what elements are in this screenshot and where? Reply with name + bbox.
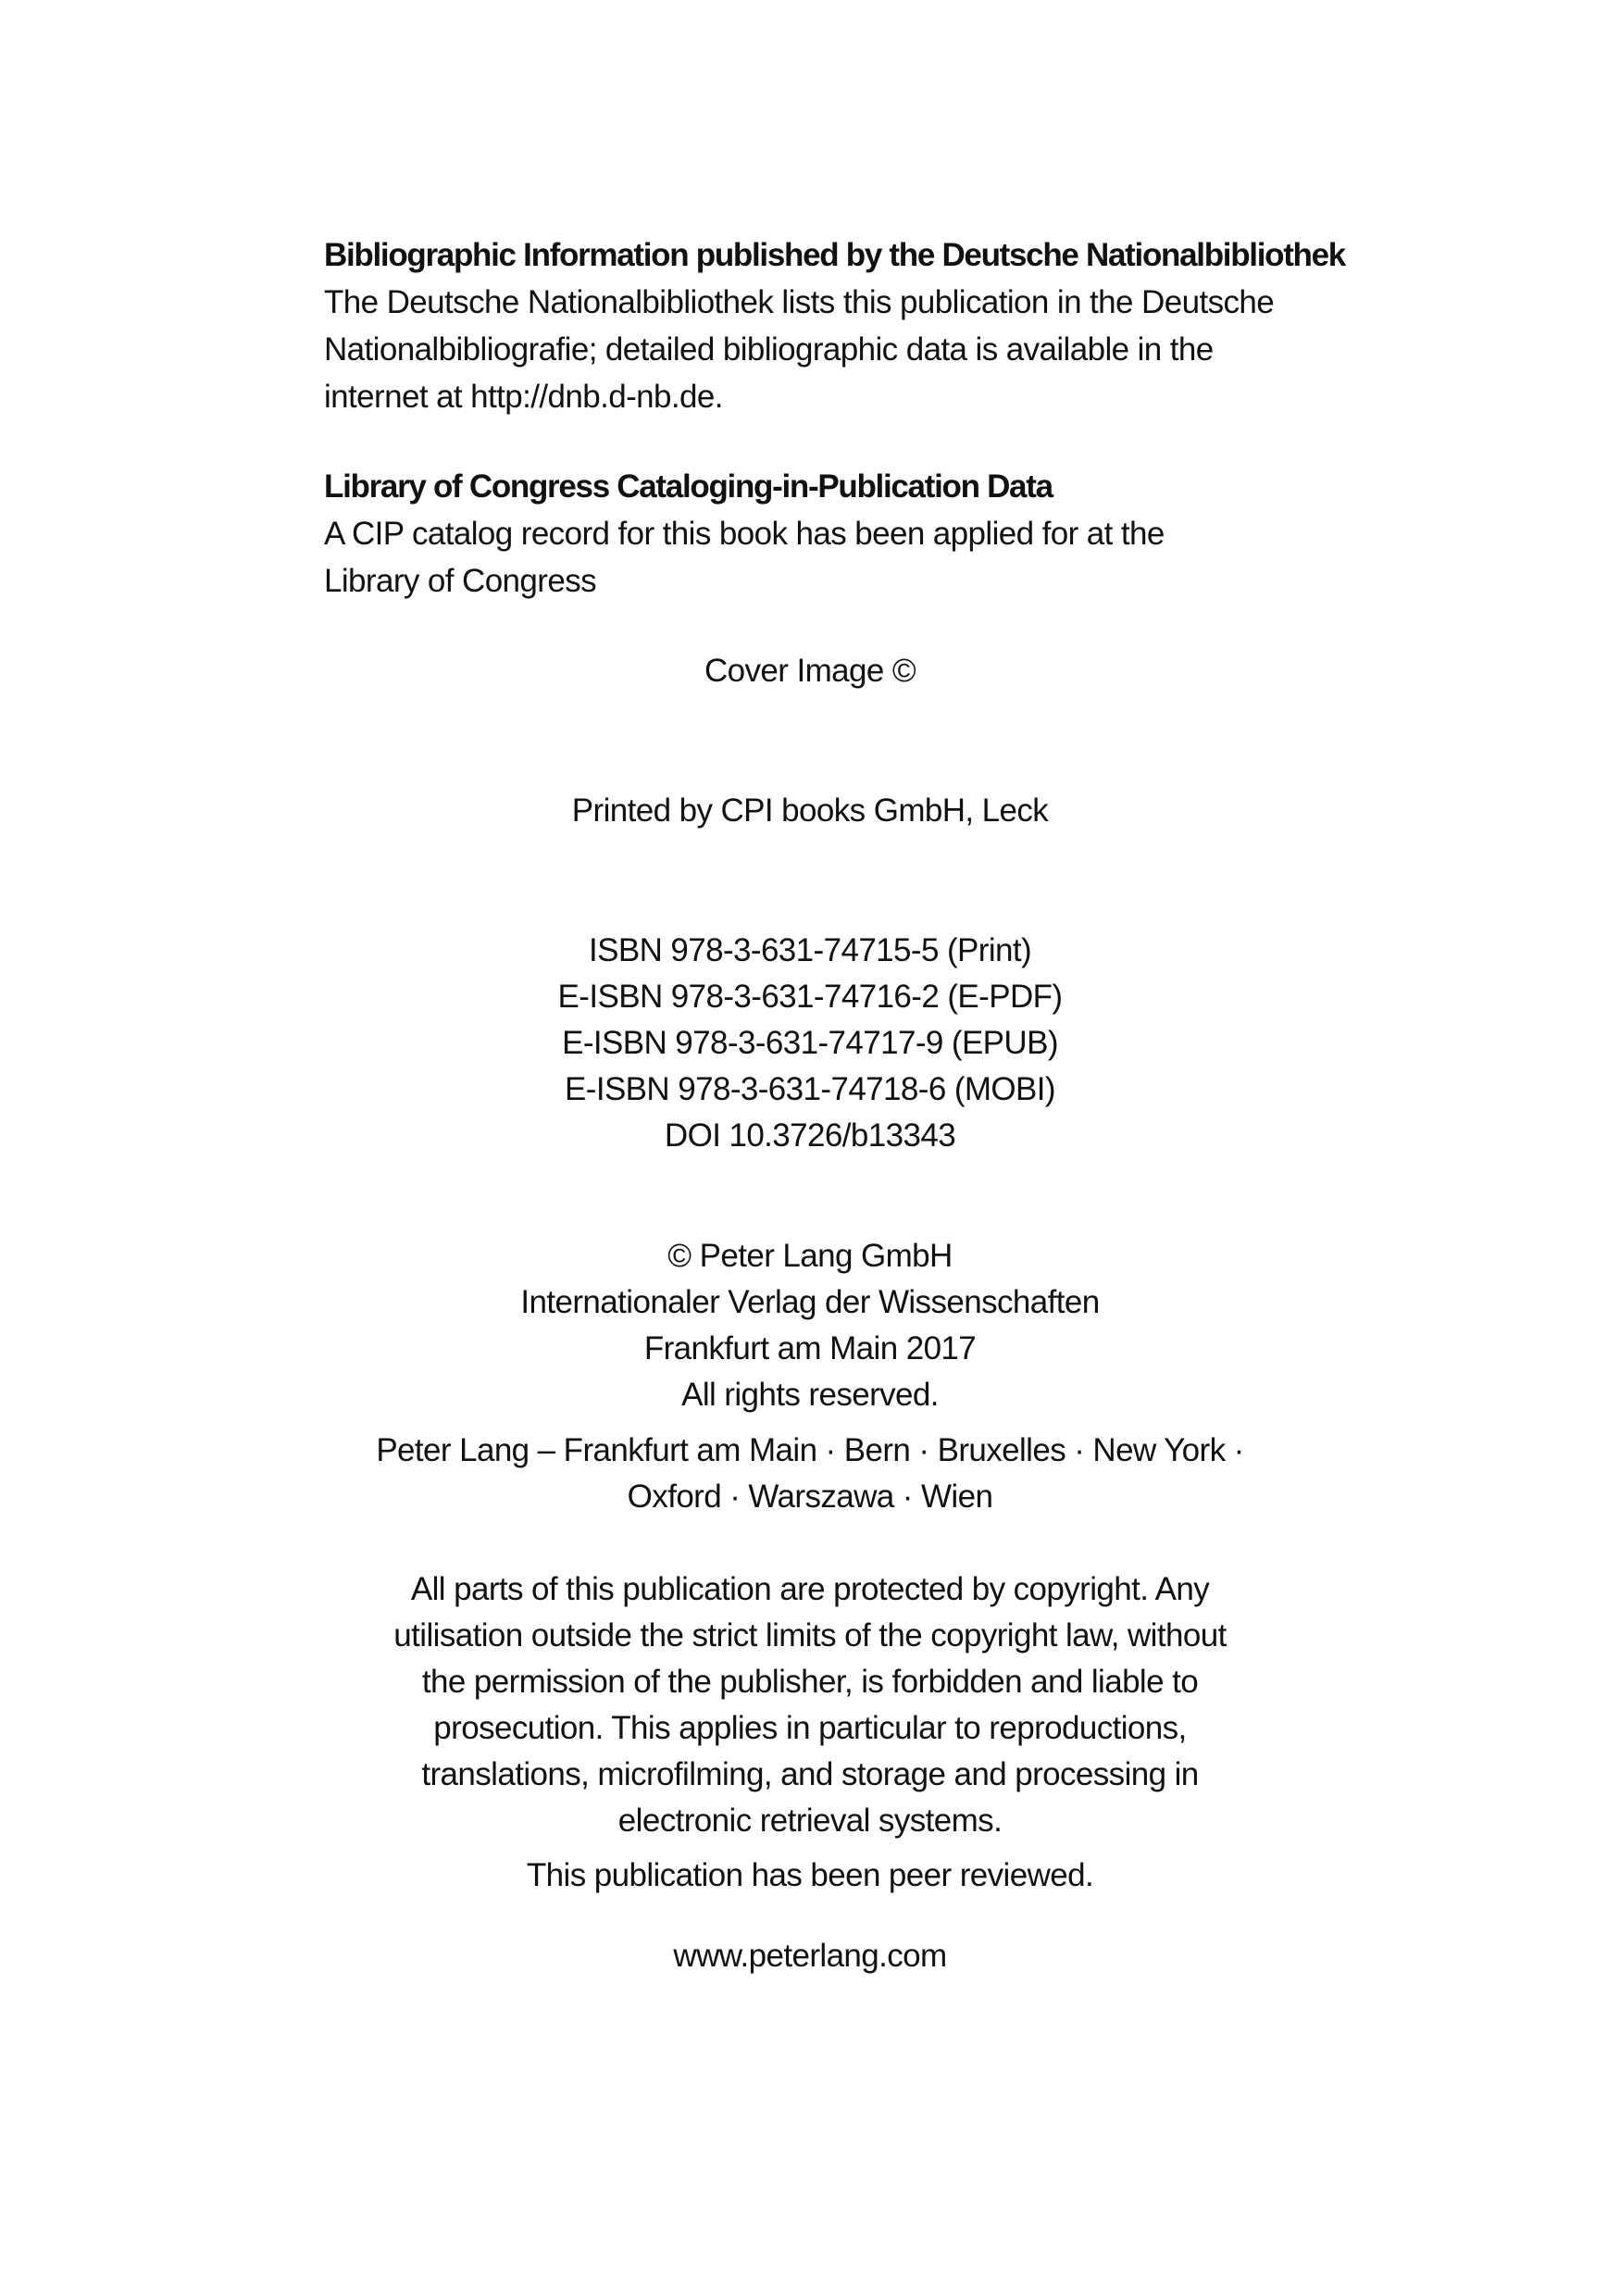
dnb-line: Nationalbibliografie; detailed bibliographic data is available in the [324,331,1214,368]
publisher-copyright: © Peter Lang GmbH [667,1238,953,1274]
dnb-line: internet at http://dnb.d-nb.de. [324,379,723,415]
notice-line: translations, microfilming, and storage and processing in [421,1756,1199,1792]
locations-line: Oxford · Warszawa · Wien [627,1479,993,1515]
publisher-place-year: Frankfurt am Main 2017 [643,1330,977,1366]
dnb-section [324,231,1361,420]
notice-line: the permission of the publisher, is forbidden and liable to [421,1664,1199,1700]
notice-line: electronic retrieval systems. [617,1803,1003,1839]
identifiers-block [231,928,1389,1159]
loc-line: A CIP catalog record for this book has been applied for at the [324,516,1165,552]
isbn-epdf: E-ISBN 978-3-631-74716-2 (E-PDF) [557,979,1063,1015]
dnb-heading: Bibliographic Information published by the Deutsche Nationalbibliothek [324,237,1345,273]
cover-image-credit: Cover Image © [704,653,916,689]
loc-line: Library of Congress [324,563,597,599]
notice-line: All parts of this publication are protected by copyright. Any [410,1571,1210,1607]
publisher-block [231,1233,1389,1418]
dnb-line: The Deutsche Nationalbibliothek lists this publication in the Deutsche [324,284,1275,320]
printed-by: Printed by CPI books GmbH, Leck [571,792,1049,829]
isbn-epub: E-ISBN 978-3-631-74717-9 (EPUB) [562,1025,1058,1061]
locations-line: Peter Lang – Frankfurt am Main · Bern · Bruxelles · New York · [376,1432,1244,1468]
copyright-notice [231,1566,1389,1844]
loc-heading: Library of Congress Cataloging-in-Publication Data [324,468,1053,505]
isbn-print: ISBN 978-3-631-74715-5 (Print) [588,932,1032,968]
peer-review-note: This publication has been peer reviewed. [526,1857,1094,1893]
doi: DOI 10.3726/b13343 [664,1117,956,1154]
rights-reserved: All rights reserved. [681,1377,939,1413]
isbn-mobi: E-ISBN 978-3-631-74718-6 (MOBI) [565,1071,1055,1107]
publisher-name: Internationaler Verlag der Wissenschaften [520,1284,1100,1320]
website-url: www.peterlang.com [673,1938,947,1974]
notice-line: utilisation outside the strict limits of the copyright law, without [393,1617,1227,1653]
locations-block [231,1428,1389,1520]
loc-section [324,463,1361,605]
notice-line: prosecution. This applies in particular to reproductions, [433,1710,1187,1746]
